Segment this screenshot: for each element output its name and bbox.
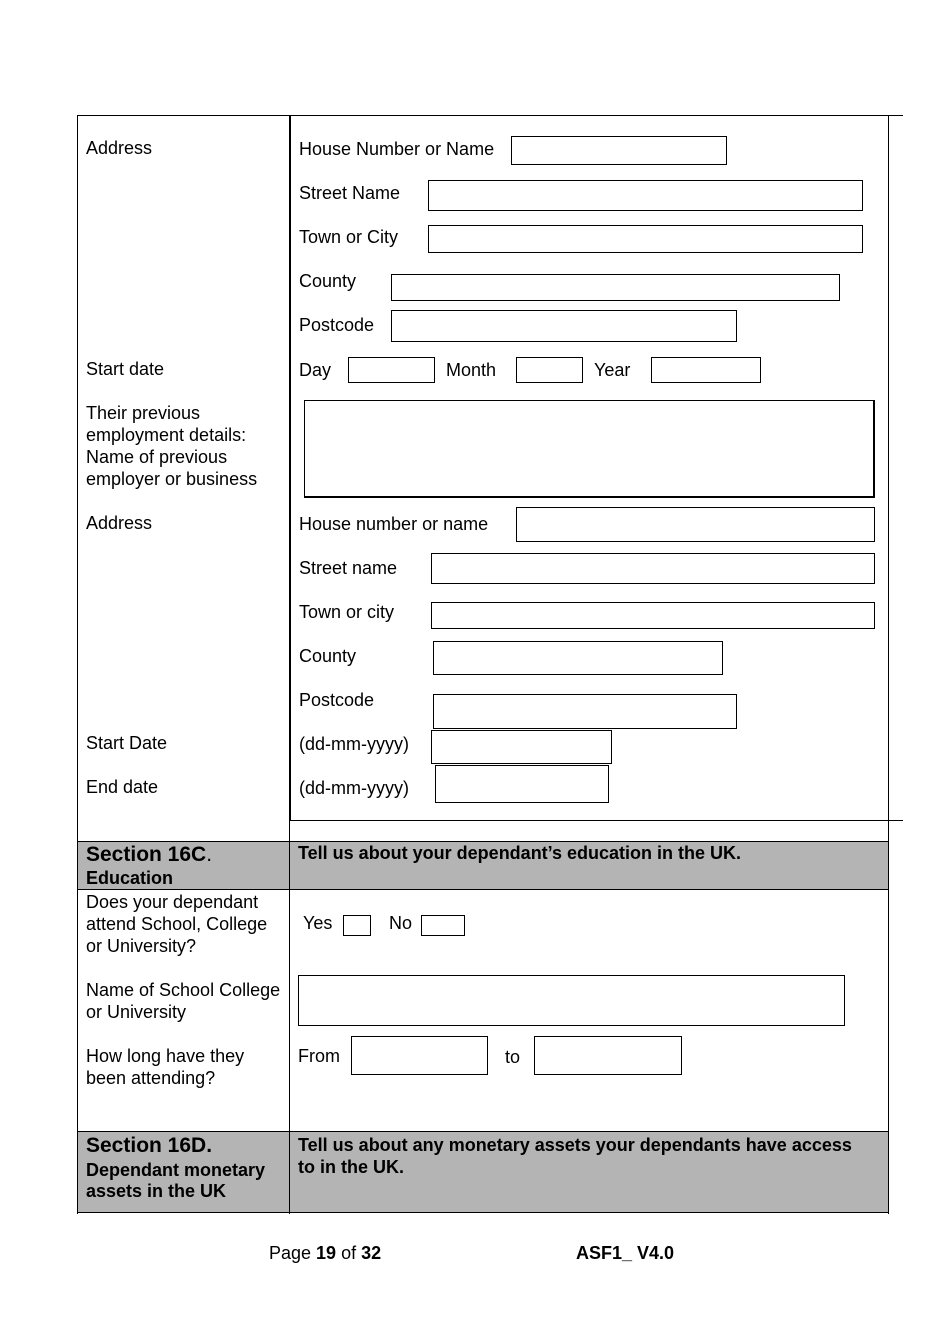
page-current: 19 <box>316 1243 337 1263</box>
section-16d-title: Section 16D. <box>86 1134 213 1157</box>
no-checkbox[interactable] <box>421 915 465 936</box>
previous-employment-label: Their previous employment details: Name of previous employer or business <box>86 403 258 489</box>
table-left-border <box>77 115 78 1214</box>
start-date-label: Start date <box>86 359 165 379</box>
town-city-label: Town or City <box>299 227 399 247</box>
previous-address-label: Address <box>86 513 153 533</box>
prev-postcode-label: Postcode <box>299 690 375 710</box>
previous-employer-textarea[interactable] <box>304 400 875 498</box>
from-label: From <box>298 1046 340 1066</box>
form-version: ASF1_ V4.0 <box>576 1243 675 1263</box>
no-label: No <box>389 913 413 933</box>
prev-house-number-input[interactable] <box>516 507 875 542</box>
column-divider-thick <box>290 115 291 821</box>
prev-postcode-input[interactable] <box>433 694 737 729</box>
to-label: to <box>505 1047 521 1067</box>
page-total: 32 <box>361 1243 382 1263</box>
year-label: Year <box>594 360 631 380</box>
section-16c-description: Tell us about your dependant’s education in the UK. <box>298 843 742 863</box>
postcode-input[interactable] <box>391 310 737 342</box>
school-name-label: Name of School College or University <box>86 980 281 1022</box>
prev-start-date-format: (dd-mm-yyyy) <box>299 734 409 754</box>
year-input[interactable] <box>651 357 761 383</box>
prev-street-name-input[interactable] <box>431 553 875 584</box>
prev-end-date-format: (dd-mm-yyyy) <box>299 778 409 798</box>
address-label: Address <box>86 138 153 158</box>
section-16c-title-text: Section 16C <box>86 843 207 866</box>
table-right-border <box>888 115 889 1214</box>
page-of: of <box>336 1243 362 1263</box>
day-input[interactable] <box>348 357 435 383</box>
from-date-input[interactable] <box>351 1036 488 1075</box>
prev-end-date-label: End date <box>86 777 159 797</box>
county-label: County <box>299 271 357 291</box>
day-label: Day <box>299 360 332 380</box>
attend-question-label: Does your dependant attend School, College or University? <box>86 892 268 956</box>
section-16c-subtitle: Education <box>86 868 174 888</box>
month-label: Month <box>446 360 497 380</box>
page-number <box>269 1242 381 1264</box>
page-prefix: Page <box>269 1243 317 1263</box>
school-name-input[interactable] <box>298 975 845 1026</box>
month-input[interactable] <box>516 357 583 383</box>
postcode-label: Postcode <box>299 315 375 335</box>
section-16c-title <box>86 843 212 867</box>
row-divider <box>77 889 889 890</box>
street-name-label: Street Name <box>299 183 401 203</box>
section-16c-title-dot: . <box>206 843 213 866</box>
prev-county-label: County <box>299 646 357 666</box>
county-input[interactable] <box>391 274 840 301</box>
town-city-input[interactable] <box>428 225 863 253</box>
prev-street-name-label: Street name <box>299 558 398 578</box>
section-16d-subtitle: Dependant monetary assets in the UK <box>86 1160 266 1201</box>
prev-start-date-label: Start Date <box>86 733 168 753</box>
prev-house-number-label: House number or name <box>299 514 489 534</box>
prev-county-input[interactable] <box>433 641 723 675</box>
yes-label: Yes <box>303 913 333 933</box>
yes-checkbox[interactable] <box>343 915 371 936</box>
to-date-input[interactable] <box>534 1036 682 1075</box>
section-16c-header-divider <box>289 842 290 889</box>
house-number-label: House Number or Name <box>299 139 495 159</box>
section-16d-header-divider <box>289 1132 290 1212</box>
house-number-input[interactable] <box>511 136 727 165</box>
row-divider <box>290 820 903 821</box>
prev-start-date-input[interactable] <box>431 730 612 764</box>
prev-town-city-label: Town or city <box>299 602 395 622</box>
table-top-border <box>77 115 903 116</box>
street-name-input[interactable] <box>428 180 863 211</box>
prev-town-city-input[interactable] <box>431 602 875 629</box>
section-16d-description: Tell us about any monetary assets your dependants have access to in the UK. <box>298 1135 852 1177</box>
prev-end-date-input[interactable] <box>435 765 609 803</box>
table-bottom-border <box>77 1212 889 1213</box>
duration-label: How long have they been attending? <box>86 1046 245 1088</box>
